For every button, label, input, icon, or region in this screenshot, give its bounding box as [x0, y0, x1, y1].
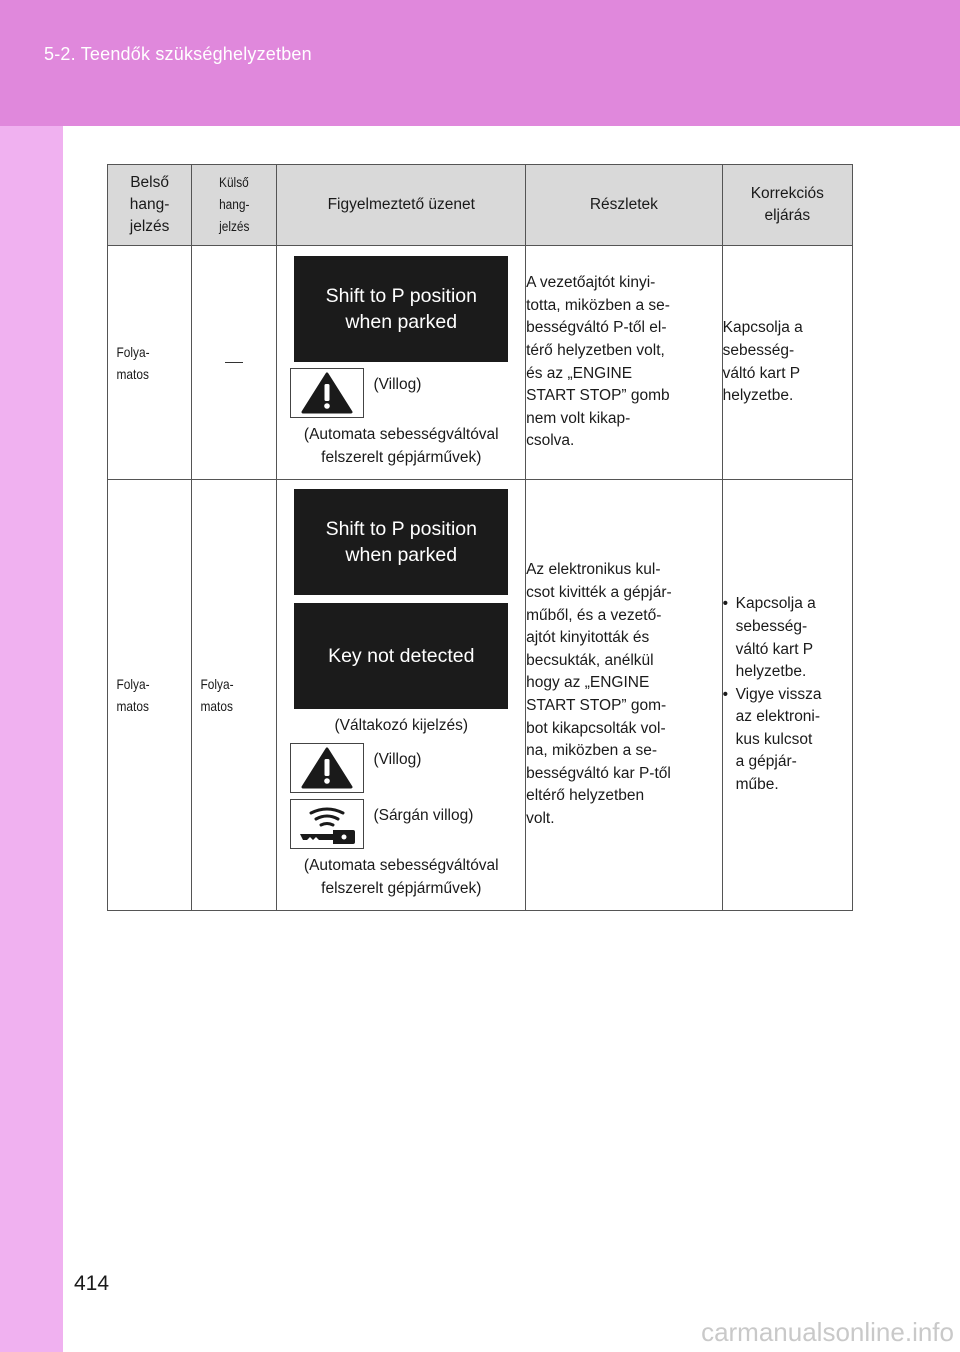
watermark: carmanualsonline.info: [701, 1317, 954, 1347]
details-cell: [526, 246, 723, 480]
text-line: csolva.: [526, 432, 575, 450]
text-line: kus kulcsot: [735, 730, 813, 748]
text-line: helyzetbe.: [735, 663, 807, 681]
text-line: a gépjár-: [735, 753, 797, 771]
text-line: ajtót kinyitották és: [526, 629, 650, 647]
vehicle-note: (Automata sebességváltóval felszerelt gépjárművek): [303, 425, 499, 466]
text-line: térő helyzetben volt,: [526, 341, 665, 359]
text-line: Az elektronikus kul-: [526, 561, 661, 579]
text-line: az elektroni-: [735, 708, 821, 726]
text-line: váltó kart P: [722, 364, 801, 382]
warning-table: [107, 164, 853, 911]
warning-label: (Villog): [373, 375, 422, 393]
text-line: becsukták, anélkül: [526, 651, 654, 669]
warning-label: (Villog): [373, 751, 422, 769]
table-row: [108, 480, 853, 911]
warning-indicator: [290, 368, 364, 418]
internal-sound-cell: Folya- matos: [108, 246, 192, 480]
side-band: [0, 126, 63, 1352]
text-line: bot kikapcsolták vol-: [526, 719, 666, 737]
text-line: műbe.: [735, 776, 779, 794]
table-row: [108, 246, 853, 480]
text-line: Kapcsolja a: [722, 319, 803, 337]
text-line: totta, miközben a se-: [526, 296, 670, 314]
text-line: műből, és a vezető-: [526, 606, 662, 624]
text-line: • Kapcsolja a: [735, 595, 816, 613]
key-indicator: [290, 799, 364, 849]
warning-triangle-icon: [301, 371, 353, 415]
text-line: sebesség-: [735, 617, 808, 635]
correction-list: [723, 593, 852, 796]
correction-cell: [722, 480, 852, 911]
text-line: A vezetőajtót kinyi-: [526, 274, 656, 292]
text-line: eltérő helyzetben: [526, 787, 645, 805]
text-line: helyzetbe.: [722, 387, 794, 405]
section-title: 5-2. Teendők szükséghelyzetben: [44, 44, 312, 64]
warning-indicator: [290, 743, 364, 793]
correction-cell: [722, 246, 852, 480]
header-internal-sound: Belső hang- jelzés: [108, 165, 192, 246]
smart-key-icon: [297, 804, 357, 844]
message-cell: [277, 246, 526, 480]
warning-triangle-icon: [301, 746, 353, 790]
text-line: csot kivitték a gépjár-: [526, 584, 672, 602]
text-line: bességváltó P-től el-: [526, 319, 667, 337]
text-line: hogy az „ENGINE: [526, 674, 650, 692]
display-screen: Shift to P position when parked: [294, 489, 508, 595]
table-header-row: [108, 165, 853, 246]
alternating-caption: (Váltakozó kijelzés): [334, 717, 469, 735]
list-item: [723, 684, 852, 797]
text-line: bességváltó kar P-től: [526, 764, 671, 782]
header-message: Figyelmeztető üzenet: [277, 165, 526, 246]
header-correction: Korrekciós eljárás: [722, 165, 852, 246]
list-item: [723, 593, 852, 683]
internal-sound-cell: Folya- matos: [108, 480, 192, 911]
text-line: volt.: [526, 809, 555, 827]
text-line: váltó kart P: [735, 640, 814, 658]
vehicle-note: (Automata sebességváltóval felszerelt gépjárművek): [303, 857, 499, 897]
page-number: 414: [74, 1272, 110, 1295]
key-label: (Sárgán villog): [373, 807, 474, 825]
none-dash: [225, 362, 243, 363]
text-line: na, miközben a se-: [526, 742, 658, 760]
text-line: START STOP” gom-: [526, 697, 667, 714]
display-screen: Key not detected: [294, 603, 508, 709]
text-line: sebesség-: [722, 341, 795, 359]
external-sound-cell: Folya- matos: [192, 480, 277, 911]
details-cell: [526, 480, 723, 911]
message-cell: [277, 480, 526, 911]
text-line: és az „ENGINE: [526, 364, 633, 382]
external-sound-cell: [192, 246, 277, 480]
header-external-sound: Külső hang- jelzés: [192, 165, 277, 246]
text-line: • Vigye vissza: [735, 685, 822, 703]
display-screen: Shift to P position when parked: [294, 256, 508, 362]
header-details: Részletek: [526, 165, 723, 246]
text-line: nem volt kikap-: [526, 409, 631, 427]
text-line: START STOP” gomb: [526, 387, 670, 405]
